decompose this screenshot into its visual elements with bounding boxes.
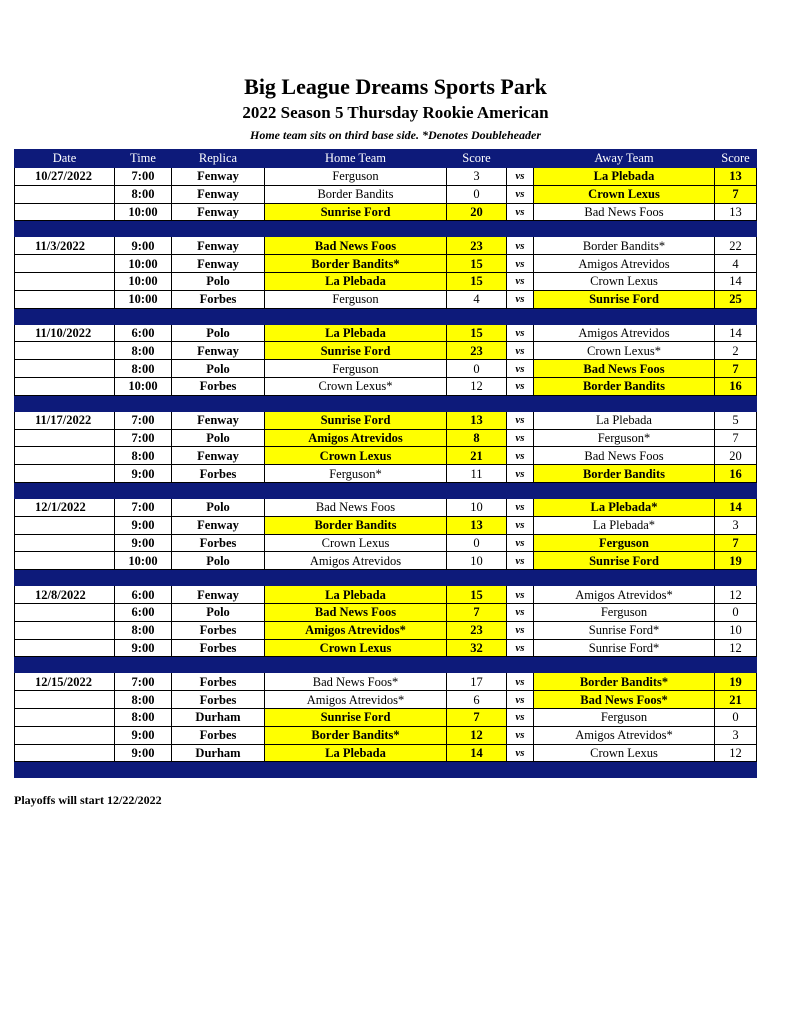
game-date: 12/1/2022 bbox=[15, 498, 115, 516]
game-row bbox=[15, 237, 757, 255]
home-team: Crown Lexus* bbox=[265, 377, 447, 395]
vs-label: vs bbox=[507, 377, 534, 395]
home-team: La Plebada bbox=[265, 744, 447, 762]
home-score: 17 bbox=[447, 673, 507, 691]
week-separator-bar bbox=[15, 570, 757, 586]
game-field: Forbes bbox=[172, 465, 265, 483]
home-team: Amigos Atrevidos* bbox=[265, 691, 447, 709]
away-score: 13 bbox=[715, 203, 757, 221]
home-team: Bad News Foos bbox=[265, 237, 447, 255]
game-date bbox=[15, 691, 115, 709]
game-field: Forbes bbox=[172, 290, 265, 308]
vs-label: vs bbox=[507, 744, 534, 762]
game-field: Polo bbox=[172, 603, 265, 621]
game-time: 8:00 bbox=[115, 621, 172, 639]
home-team: Bad News Foos bbox=[265, 498, 447, 516]
game-row bbox=[15, 552, 757, 570]
game-row bbox=[15, 168, 757, 186]
home-team: Ferguson bbox=[265, 168, 447, 186]
home-score: 32 bbox=[447, 639, 507, 657]
game-row bbox=[15, 342, 757, 360]
home-team: Border Bandits* bbox=[265, 726, 447, 744]
game-time: 7:00 bbox=[115, 411, 172, 429]
home-team: La Plebada bbox=[265, 272, 447, 290]
game-time: 8:00 bbox=[115, 360, 172, 378]
away-score: 4 bbox=[715, 255, 757, 273]
home-score: 7 bbox=[447, 603, 507, 621]
away-team: Crown Lexus bbox=[534, 185, 715, 203]
game-row bbox=[15, 447, 757, 465]
vs-label: vs bbox=[507, 621, 534, 639]
home-score: 15 bbox=[447, 586, 507, 604]
vs-label: vs bbox=[507, 552, 534, 570]
home-team: Ferguson* bbox=[265, 465, 447, 483]
home-score: 23 bbox=[447, 621, 507, 639]
page-subtitle: 2022 Season 5 Thursday Rookie American bbox=[242, 103, 549, 122]
game-date bbox=[15, 447, 115, 465]
away-team: Border Bandits* bbox=[534, 237, 715, 255]
away-score: 16 bbox=[715, 465, 757, 483]
game-time: 10:00 bbox=[115, 203, 172, 221]
home-score: 13 bbox=[447, 411, 507, 429]
away-score: 13 bbox=[715, 168, 757, 186]
week-separator-bar bbox=[15, 657, 757, 673]
week-separator bbox=[15, 762, 757, 778]
game-date: 12/8/2022 bbox=[15, 586, 115, 604]
game-row bbox=[15, 586, 757, 604]
game-row bbox=[15, 324, 757, 342]
game-field: Fenway bbox=[172, 237, 265, 255]
game-time: 7:00 bbox=[115, 168, 172, 186]
away-score: 0 bbox=[715, 708, 757, 726]
schedule-table bbox=[14, 149, 757, 778]
game-row bbox=[15, 255, 757, 273]
game-time: 8:00 bbox=[115, 708, 172, 726]
game-row bbox=[15, 185, 757, 203]
home-team: Border Bandits bbox=[265, 516, 447, 534]
vs-label: vs bbox=[507, 691, 534, 709]
game-field: Forbes bbox=[172, 377, 265, 395]
home-score: 12 bbox=[447, 726, 507, 744]
game-row bbox=[15, 534, 757, 552]
away-score: 14 bbox=[715, 272, 757, 290]
game-row bbox=[15, 203, 757, 221]
col-header-home-score: Score bbox=[447, 150, 507, 168]
home-team: Amigos Atrevidos bbox=[265, 552, 447, 570]
home-team: Crown Lexus bbox=[265, 639, 447, 657]
home-team: Sunrise Ford bbox=[265, 411, 447, 429]
game-time: 8:00 bbox=[115, 691, 172, 709]
game-time: 10:00 bbox=[115, 290, 172, 308]
home-team: Amigos Atrevidos bbox=[265, 429, 447, 447]
game-field: Fenway bbox=[172, 447, 265, 465]
away-team: Amigos Atrevidos* bbox=[534, 726, 715, 744]
week-separator bbox=[15, 395, 757, 411]
game-time: 6:00 bbox=[115, 586, 172, 604]
game-row bbox=[15, 377, 757, 395]
week-separator-bar bbox=[15, 482, 757, 498]
away-team: Border Bandits bbox=[534, 377, 715, 395]
away-team: La Plebada bbox=[534, 168, 715, 186]
away-team: La Plebada* bbox=[534, 516, 715, 534]
home-score: 15 bbox=[447, 272, 507, 290]
vs-label: vs bbox=[507, 726, 534, 744]
game-date bbox=[15, 377, 115, 395]
game-date bbox=[15, 203, 115, 221]
home-team: Crown Lexus bbox=[265, 447, 447, 465]
home-team: Ferguson bbox=[265, 290, 447, 308]
game-time: 9:00 bbox=[115, 726, 172, 744]
game-field: Forbes bbox=[172, 691, 265, 709]
home-score: 3 bbox=[447, 168, 507, 186]
game-date bbox=[15, 272, 115, 290]
game-time: 10:00 bbox=[115, 552, 172, 570]
game-row bbox=[15, 465, 757, 483]
vs-label: vs bbox=[507, 586, 534, 604]
away-team: Bad News Foos bbox=[534, 447, 715, 465]
game-date bbox=[15, 552, 115, 570]
away-score: 22 bbox=[715, 237, 757, 255]
game-field: Forbes bbox=[172, 621, 265, 639]
vs-label: vs bbox=[507, 272, 534, 290]
col-header-home-team: Home Team bbox=[265, 150, 447, 168]
col-header-date: Date bbox=[15, 150, 115, 168]
game-date bbox=[15, 465, 115, 483]
week-separator-bar bbox=[15, 395, 757, 411]
game-date bbox=[15, 360, 115, 378]
home-team: Bad News Foos* bbox=[265, 673, 447, 691]
game-time: 10:00 bbox=[115, 255, 172, 273]
vs-label: vs bbox=[507, 360, 534, 378]
home-score: 12 bbox=[447, 377, 507, 395]
game-row bbox=[15, 708, 757, 726]
away-team: Bad News Foos* bbox=[534, 691, 715, 709]
game-field: Fenway bbox=[172, 255, 265, 273]
vs-label: vs bbox=[507, 203, 534, 221]
away-score: 3 bbox=[715, 516, 757, 534]
home-score: 15 bbox=[447, 255, 507, 273]
game-date bbox=[15, 185, 115, 203]
home-team: Sunrise Ford bbox=[265, 203, 447, 221]
away-score: 10 bbox=[715, 621, 757, 639]
game-time: 9:00 bbox=[115, 744, 172, 762]
game-date bbox=[15, 726, 115, 744]
game-row bbox=[15, 290, 757, 308]
game-field: Fenway bbox=[172, 168, 265, 186]
game-date bbox=[15, 429, 115, 447]
vs-label: vs bbox=[507, 324, 534, 342]
vs-label: vs bbox=[507, 429, 534, 447]
game-time: 9:00 bbox=[115, 534, 172, 552]
away-team: Ferguson bbox=[534, 708, 715, 726]
away-score: 3 bbox=[715, 726, 757, 744]
game-time: 7:00 bbox=[115, 498, 172, 516]
home-team: Border Bandits* bbox=[265, 255, 447, 273]
home-score: 4 bbox=[447, 290, 507, 308]
week-separator bbox=[15, 308, 757, 324]
game-field: Polo bbox=[172, 552, 265, 570]
game-field: Polo bbox=[172, 272, 265, 290]
game-date bbox=[15, 708, 115, 726]
home-team: La Plebada bbox=[265, 324, 447, 342]
week-separator bbox=[15, 221, 757, 237]
game-row bbox=[15, 673, 757, 691]
away-team: Sunrise Ford bbox=[534, 552, 715, 570]
game-field: Durham bbox=[172, 744, 265, 762]
home-score: 11 bbox=[447, 465, 507, 483]
vs-label: vs bbox=[507, 255, 534, 273]
vs-label: vs bbox=[507, 673, 534, 691]
game-row bbox=[15, 516, 757, 534]
week-separator bbox=[15, 657, 757, 673]
game-date bbox=[15, 534, 115, 552]
vs-label: vs bbox=[507, 639, 534, 657]
home-score: 10 bbox=[447, 552, 507, 570]
vs-label: vs bbox=[507, 534, 534, 552]
vs-label: vs bbox=[507, 516, 534, 534]
game-field: Forbes bbox=[172, 726, 265, 744]
vs-label: vs bbox=[507, 447, 534, 465]
game-field: Polo bbox=[172, 360, 265, 378]
away-team: Crown Lexus* bbox=[534, 342, 715, 360]
game-field: Fenway bbox=[172, 586, 265, 604]
away-score: 21 bbox=[715, 691, 757, 709]
col-header-away-score: Score bbox=[715, 150, 757, 168]
week-separator-bar bbox=[15, 221, 757, 237]
game-row bbox=[15, 411, 757, 429]
game-field: Polo bbox=[172, 429, 265, 447]
away-score: 2 bbox=[715, 342, 757, 360]
game-date bbox=[15, 255, 115, 273]
page-note: Home team sits on third base side. *Denotes Doubleheader bbox=[250, 128, 541, 142]
away-score: 16 bbox=[715, 377, 757, 395]
game-time: 8:00 bbox=[115, 447, 172, 465]
away-team: Bad News Foos bbox=[534, 203, 715, 221]
away-team: Crown Lexus bbox=[534, 744, 715, 762]
game-time: 8:00 bbox=[115, 342, 172, 360]
game-field: Fenway bbox=[172, 516, 265, 534]
game-row bbox=[15, 360, 757, 378]
game-date: 11/3/2022 bbox=[15, 237, 115, 255]
game-time: 7:00 bbox=[115, 429, 172, 447]
game-date bbox=[15, 290, 115, 308]
game-date bbox=[15, 603, 115, 621]
home-score: 13 bbox=[447, 516, 507, 534]
game-field: Fenway bbox=[172, 203, 265, 221]
away-team: Amigos Atrevidos bbox=[534, 255, 715, 273]
game-row bbox=[15, 744, 757, 762]
away-score: 12 bbox=[715, 639, 757, 657]
game-field: Fenway bbox=[172, 185, 265, 203]
week-separator-bar bbox=[15, 308, 757, 324]
week-separator bbox=[15, 482, 757, 498]
home-score: 0 bbox=[447, 360, 507, 378]
away-score: 19 bbox=[715, 552, 757, 570]
table-header-row bbox=[15, 150, 757, 168]
home-score: 0 bbox=[447, 534, 507, 552]
schedule-body bbox=[15, 168, 757, 778]
week-separator bbox=[15, 570, 757, 586]
away-score: 19 bbox=[715, 673, 757, 691]
away-team: Border Bandits bbox=[534, 465, 715, 483]
away-score: 7 bbox=[715, 360, 757, 378]
game-row bbox=[15, 621, 757, 639]
home-score: 0 bbox=[447, 185, 507, 203]
away-team: Bad News Foos bbox=[534, 360, 715, 378]
away-score: 5 bbox=[715, 411, 757, 429]
home-team: Sunrise Ford bbox=[265, 342, 447, 360]
home-score: 21 bbox=[447, 447, 507, 465]
game-row bbox=[15, 498, 757, 516]
page-title: Big League Dreams Sports Park bbox=[244, 74, 547, 99]
away-score: 12 bbox=[715, 586, 757, 604]
away-score: 14 bbox=[715, 324, 757, 342]
game-time: 8:00 bbox=[115, 185, 172, 203]
game-row bbox=[15, 691, 757, 709]
game-date: 10/27/2022 bbox=[15, 168, 115, 186]
vs-label: vs bbox=[507, 237, 534, 255]
away-score: 14 bbox=[715, 498, 757, 516]
away-team: Amigos Atrevidos bbox=[534, 324, 715, 342]
vs-label: vs bbox=[507, 290, 534, 308]
home-team: Ferguson bbox=[265, 360, 447, 378]
home-score: 6 bbox=[447, 691, 507, 709]
away-team: Ferguson bbox=[534, 603, 715, 621]
game-time: 9:00 bbox=[115, 237, 172, 255]
col-header-time: Time bbox=[115, 150, 172, 168]
away-team: Ferguson* bbox=[534, 429, 715, 447]
home-team: Border Bandits bbox=[265, 185, 447, 203]
away-team: Ferguson bbox=[534, 534, 715, 552]
away-team: La Plebada* bbox=[534, 498, 715, 516]
vs-label: vs bbox=[507, 498, 534, 516]
game-date bbox=[15, 342, 115, 360]
away-team: Sunrise Ford bbox=[534, 290, 715, 308]
game-date bbox=[15, 639, 115, 657]
vs-label: vs bbox=[507, 342, 534, 360]
game-time: 10:00 bbox=[115, 272, 172, 290]
home-score: 15 bbox=[447, 324, 507, 342]
vs-label: vs bbox=[507, 185, 534, 203]
game-time: 9:00 bbox=[115, 639, 172, 657]
home-team: Crown Lexus bbox=[265, 534, 447, 552]
game-field: Forbes bbox=[172, 534, 265, 552]
week-separator-bar bbox=[15, 762, 757, 778]
game-time: 9:00 bbox=[115, 516, 172, 534]
game-time: 6:00 bbox=[115, 603, 172, 621]
vs-label: vs bbox=[507, 708, 534, 726]
away-team: La Plebada bbox=[534, 411, 715, 429]
vs-label: vs bbox=[507, 168, 534, 186]
game-row bbox=[15, 726, 757, 744]
col-header-vs bbox=[507, 150, 534, 168]
away-team: Sunrise Ford* bbox=[534, 639, 715, 657]
game-row bbox=[15, 272, 757, 290]
game-date: 11/10/2022 bbox=[15, 324, 115, 342]
home-score: 14 bbox=[447, 744, 507, 762]
game-time: 6:00 bbox=[115, 324, 172, 342]
game-time: 10:00 bbox=[115, 377, 172, 395]
game-field: Fenway bbox=[172, 342, 265, 360]
home-score: 20 bbox=[447, 203, 507, 221]
away-score: 20 bbox=[715, 447, 757, 465]
home-team: Bad News Foos bbox=[265, 603, 447, 621]
col-header-away-team: Away Team bbox=[534, 150, 715, 168]
game-field: Polo bbox=[172, 324, 265, 342]
game-field: Forbes bbox=[172, 673, 265, 691]
home-score: 7 bbox=[447, 708, 507, 726]
away-score: 25 bbox=[715, 290, 757, 308]
game-row bbox=[15, 639, 757, 657]
game-date bbox=[15, 744, 115, 762]
away-team: Border Bandits* bbox=[534, 673, 715, 691]
away-score: 0 bbox=[715, 603, 757, 621]
away-score: 12 bbox=[715, 744, 757, 762]
home-score: 23 bbox=[447, 237, 507, 255]
away-team: Amigos Atrevidos* bbox=[534, 586, 715, 604]
vs-label: vs bbox=[507, 465, 534, 483]
vs-label: vs bbox=[507, 603, 534, 621]
away-team: Crown Lexus bbox=[534, 272, 715, 290]
away-score: 7 bbox=[715, 534, 757, 552]
home-team: La Plebada bbox=[265, 586, 447, 604]
game-row bbox=[15, 429, 757, 447]
game-row bbox=[15, 603, 757, 621]
home-team: Amigos Atrevidos* bbox=[265, 621, 447, 639]
away-team: Sunrise Ford* bbox=[534, 621, 715, 639]
game-field: Fenway bbox=[172, 411, 265, 429]
home-team: Sunrise Ford bbox=[265, 708, 447, 726]
game-date: 12/15/2022 bbox=[15, 673, 115, 691]
game-field: Durham bbox=[172, 708, 265, 726]
away-score: 7 bbox=[715, 185, 757, 203]
home-score: 10 bbox=[447, 498, 507, 516]
game-date: 11/17/2022 bbox=[15, 411, 115, 429]
game-time: 7:00 bbox=[115, 673, 172, 691]
away-score: 7 bbox=[715, 429, 757, 447]
game-time: 9:00 bbox=[115, 465, 172, 483]
playoffs-note: Playoffs will start 12/22/2022 bbox=[14, 793, 162, 807]
home-score: 8 bbox=[447, 429, 507, 447]
game-date bbox=[15, 621, 115, 639]
col-header-replica: Replica bbox=[172, 150, 265, 168]
home-score: 23 bbox=[447, 342, 507, 360]
game-date bbox=[15, 516, 115, 534]
vs-label: vs bbox=[507, 411, 534, 429]
game-field: Polo bbox=[172, 498, 265, 516]
game-field: Forbes bbox=[172, 639, 265, 657]
